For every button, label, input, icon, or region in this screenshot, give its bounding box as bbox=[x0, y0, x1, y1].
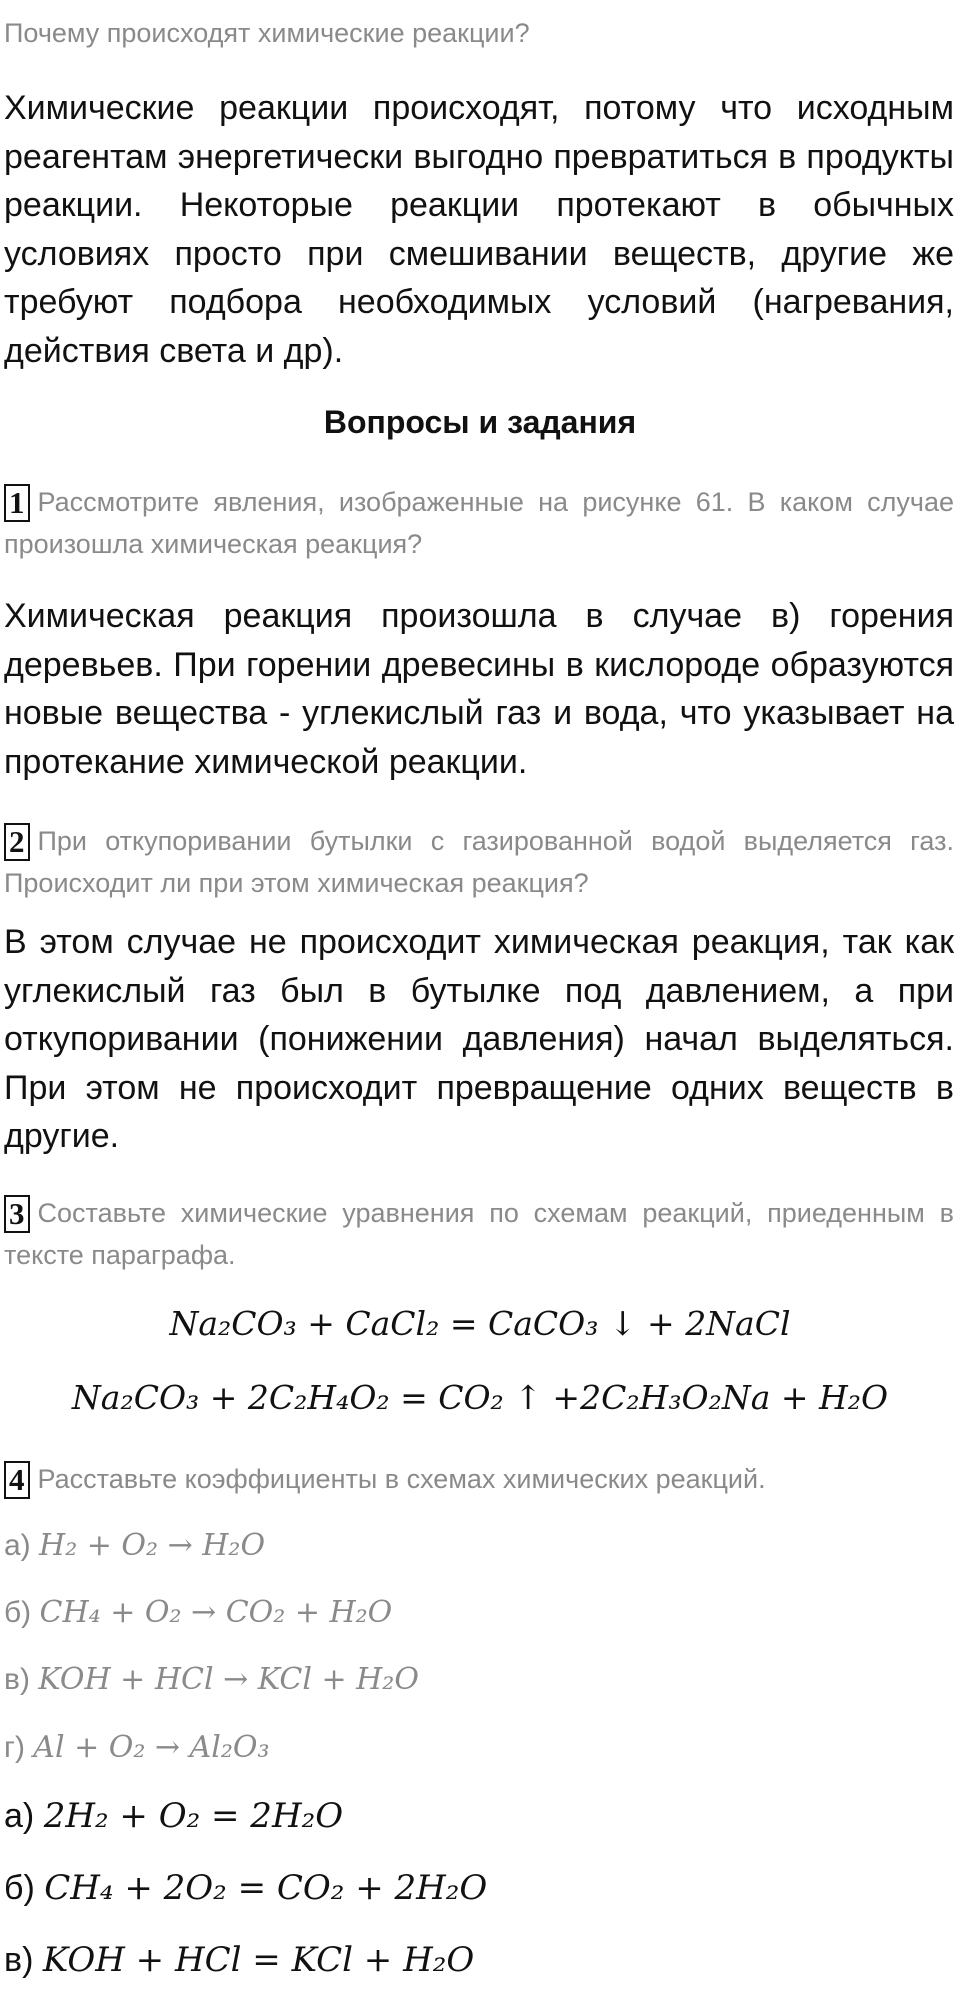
answer-2: В этом случае не происходит химическая реакция, так как углекислый газ был в бутылке под давлением, а при откупоривании (понижении давления) начал выделяться. При этом не происходит превращение одних веществ в другие. bbox=[4, 923, 954, 1155]
scheme-a bbox=[4, 1528, 265, 1563]
question-3 bbox=[4, 1192, 954, 1276]
question-number-3: 3 bbox=[4, 1195, 30, 1233]
answer-4-a bbox=[4, 1796, 343, 1836]
answer-4-v bbox=[4, 1940, 474, 1980]
scheme-v bbox=[4, 1662, 419, 1697]
question-number-4: 4 bbox=[4, 1461, 30, 1499]
question-text-3: Составьте химические уравнения по схемам реакций, приеденным в тексте параграфа. bbox=[4, 1198, 954, 1270]
scheme-label: б) bbox=[4, 1596, 32, 1629]
equation-1: Na₂CO₃ + CaCl₂ = CaCO₃ ↓ + 2NaCl bbox=[169, 1304, 791, 1343]
question-4 bbox=[4, 1458, 954, 1500]
answer-4-b bbox=[4, 1868, 487, 1908]
question-text-1: Рассмотрите явления, изображенные на рисунке 61. В каком случае произошла химическая реакция? bbox=[4, 487, 954, 559]
question-number-1: 1 bbox=[4, 484, 30, 522]
answer-formula: CH₄ + 2O₂ = CO₂ + 2H₂O bbox=[44, 1868, 488, 1908]
answer-label: в) bbox=[4, 1941, 34, 1979]
scheme-formula: H₂ + O₂ → H₂O bbox=[39, 1528, 266, 1563]
answer-formula: KOH + HCl = KCl + H₂O bbox=[42, 1940, 475, 1980]
section-title: Вопросы и задания bbox=[323, 404, 637, 440]
scheme-formula: CH₄ + O₂ → CO₂ + H₂O bbox=[39, 1595, 393, 1630]
scheme-b bbox=[4, 1595, 392, 1630]
scheme-label: а) bbox=[4, 1529, 31, 1562]
equation-2: Na₂CO₃ + 2C₂H₄O₂ = CO₂ ↑ +2C₂H₃O₂Na + H₂O bbox=[71, 1378, 889, 1417]
answer-formula: 2H₂ + O₂ = 2H₂O bbox=[43, 1796, 344, 1836]
question-text-2: При откупоривании бутылки с газированной водой выделяется газ. Происходит ли при этом химическая реакция? bbox=[4, 826, 954, 898]
question-1 bbox=[4, 481, 954, 565]
question-text-4: Расставьте коэффициенты в схемах химических реакций. bbox=[37, 1464, 766, 1494]
intro-question: Почему происходят химические реакции? bbox=[4, 18, 530, 48]
answer-1: Химическая реакция произошла в случае в) горения деревьев. При горении древесины в кислороде образуются новые вещества - углекислый газ и вода, что указывает на протекание химической реакции. bbox=[4, 597, 954, 781]
answer-label: б) bbox=[4, 1869, 35, 1907]
intro-answer: Химические реакции происходят, потому что исходным реагентам энергетически выгодно превратиться в продукты реакции. Некоторые реакции протекают в обычных условиях просто при смешивании веществ, другие же требуют подбора необходимых условий (нагревания, действия света и др). bbox=[4, 89, 954, 370]
scheme-g bbox=[4, 1730, 270, 1765]
question-number-2: 2 bbox=[4, 823, 30, 861]
scheme-label: в) bbox=[4, 1663, 30, 1696]
answer-label: а) bbox=[4, 1797, 35, 1835]
question-2 bbox=[4, 820, 954, 904]
scheme-formula: KOH + HCl → KCl + H₂O bbox=[38, 1662, 419, 1697]
scheme-label: г) bbox=[4, 1731, 25, 1764]
scheme-formula: Al + O₂ → Al₂O₃ bbox=[33, 1730, 270, 1765]
